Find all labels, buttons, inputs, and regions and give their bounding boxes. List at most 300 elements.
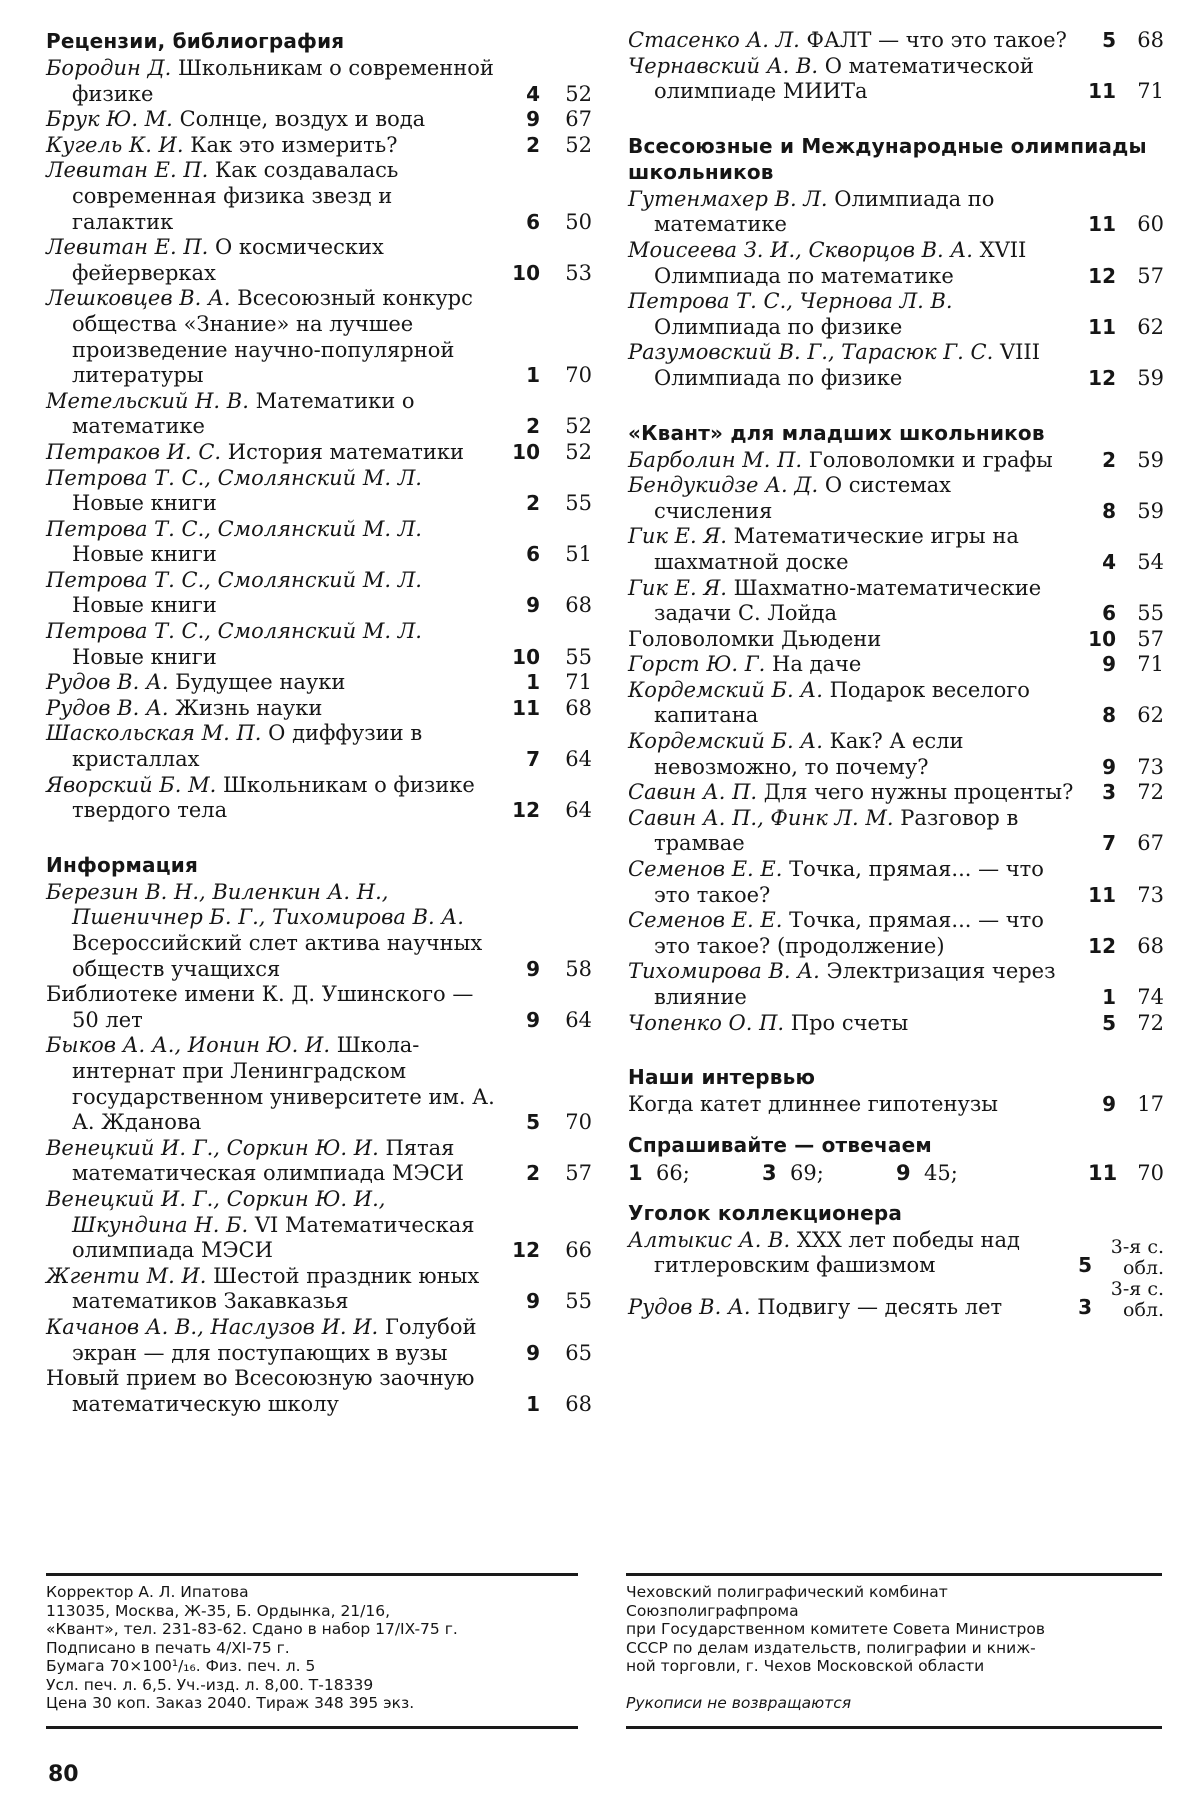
index-entry (46, 286, 592, 388)
entry-issue-number: 2 (1102, 447, 1116, 472)
index-entry (46, 1264, 592, 1315)
entry-issue-number: 11 (1088, 882, 1116, 907)
entry-text (628, 448, 1074, 474)
qa-issue: 11 (1088, 1160, 1118, 1185)
index-entry (628, 473, 1164, 524)
entry-page-number: 74 (1137, 985, 1164, 1009)
no-return-note: Рукописи не возвращаются (626, 1693, 852, 1712)
entry-text (628, 576, 1074, 627)
entry-title: Библиотеке имени К. Д. Ушинского — 50 лет (46, 982, 474, 1032)
entry-author: Петрова Т. С., Смолянский М. Л. (46, 567, 422, 592)
entry-title: VI Математическая олимпиада МЭСИ (72, 1212, 475, 1263)
entry-text (628, 627, 1074, 653)
section-title-olympiads: Всесоюзные и Международные олимпиады школьников (628, 133, 1147, 184)
entry-page-number: 55 (1137, 601, 1164, 626)
entry-page-number: 68 (565, 695, 592, 720)
entry-title: Разговор в трамвае (654, 805, 1019, 856)
entry-author: Качанов А. В., Наслузов И. И. (46, 1314, 379, 1339)
section-title-interviews: Наши интервью (628, 1065, 816, 1090)
section-title-reviews: Рецензии, библиография (46, 29, 345, 53)
entry-text (628, 289, 1074, 340)
entry-text (628, 524, 1074, 575)
index-entry (46, 1315, 592, 1366)
entry-page-number: 54 (1137, 549, 1164, 574)
entry-author: Алтыкис А. В. (628, 1227, 791, 1252)
index-entry (46, 773, 592, 824)
entry-page-number: 65 (565, 1340, 592, 1365)
index-entry (46, 1136, 592, 1187)
imprint-right-line: ной торговли, г. Чехов Московской области (626, 1657, 985, 1675)
info-list (46, 880, 592, 1417)
entry-page-number: 73 (1137, 754, 1164, 779)
entry-text (46, 286, 498, 388)
entry-title: Всесоюзный конкурс общества «Знание» на лучшее произведение научно-популярной литературы (72, 286, 473, 388)
qa-page: 69; (789, 1160, 824, 1185)
qa-row (628, 1160, 1164, 1186)
entry-author: Чернавский А. В. (628, 53, 819, 78)
imprint-right-line: Чеховский полиграфический комбинат (626, 1583, 948, 1601)
entry-issue-number: 2 (526, 491, 540, 516)
entry-issue-number: 9 (1102, 652, 1116, 677)
entry-issue-number: 9 (526, 1007, 540, 1032)
entry-issue-number: 12 (1088, 263, 1116, 288)
entry-page-number: 64 (565, 798, 592, 823)
entry-title: Будущее науки (175, 670, 346, 695)
imprint-left-line: Корректор А. Л. Ипатова (46, 1583, 249, 1601)
entry-text (628, 806, 1074, 857)
entry-author: Гик Е. Я. (628, 524, 727, 549)
entry-text (628, 1295, 1050, 1321)
entry-text (46, 133, 498, 159)
entry-issue-number: 4 (1102, 549, 1116, 574)
entry-title: Новые книги (72, 542, 217, 567)
entry-text (628, 908, 1074, 959)
imprint-rule-top-left (46, 1573, 578, 1576)
index-entry (628, 1092, 1164, 1118)
index-entry (46, 466, 592, 517)
entry-author: Кордемский Б. А. (628, 729, 823, 754)
entry-author: Рудов В. А. (46, 695, 169, 720)
entry-issue-number: 7 (1102, 831, 1116, 856)
entry-text (628, 1228, 1050, 1279)
entry-title: На даче (772, 652, 862, 677)
reviews-list (46, 56, 592, 824)
imprint-left-line: «Квант», тел. 231-83-62. Сдано в набор 17/IX-75 г. (46, 1620, 458, 1638)
entry-text (46, 1315, 498, 1366)
interviews-list (628, 1092, 1164, 1118)
entry-page-number: 53 (565, 260, 592, 285)
entry-page-number: 62 (1137, 314, 1164, 339)
index-entry (46, 1033, 592, 1135)
entry-title: О математической олимпиаде МИИТа (654, 53, 1034, 104)
entry-issue-number: 9 (526, 107, 540, 132)
entry-page-number: 59 (1137, 365, 1164, 390)
entry-issue-number: 3 (1078, 1295, 1092, 1320)
entry-issue-number: 9 (526, 593, 540, 618)
entry-author: Барболин М. П. (628, 447, 803, 472)
qa-item (896, 1160, 1030, 1186)
entry-page-number: 3-я с. обл. (1110, 1277, 1164, 1321)
entry-issue-number: 4 (526, 81, 540, 106)
entry-text (46, 440, 498, 466)
entry-text (46, 721, 498, 772)
index-entry (46, 1187, 592, 1264)
entry-author: Тихомирова В. А. (628, 959, 820, 984)
entry-text (628, 28, 1074, 54)
entry-author: Венецкий И. Г., Соркин Ю. И., Шкундина Н. Б. (46, 1186, 386, 1237)
entry-page-number: 72 (1137, 1010, 1164, 1035)
entry-issue-number: 10 (512, 439, 540, 464)
entry-issue-number: 7 (526, 747, 540, 772)
entry-text (628, 54, 1074, 105)
index-entry (46, 107, 592, 133)
index-entry (628, 729, 1164, 780)
entry-page-number: 72 (1137, 780, 1164, 805)
entry-issue-number: 5 (526, 1110, 540, 1135)
entry-text (628, 238, 1074, 289)
entry-text (628, 1011, 1074, 1037)
entry-author: Семенов Е. Е. (628, 857, 783, 882)
entry-title: VIII Олимпиада по физике (654, 340, 1041, 390)
entry-page-number: 57 (1137, 626, 1164, 651)
index-entry (628, 289, 1164, 340)
olympiads-list (628, 187, 1164, 392)
entry-author: Савин А. П., Финк Л. М. (628, 805, 894, 830)
entry-page-number: 68 (1137, 28, 1164, 52)
index-entry (46, 982, 592, 1033)
entry-text (628, 729, 1074, 780)
entry-text (628, 959, 1074, 1010)
entry-text (46, 517, 498, 568)
entry-author: Рудов В. А. (46, 670, 169, 695)
entry-page-number: 58 (565, 956, 592, 981)
index-entry (628, 340, 1164, 391)
entry-author: Кордемский Б. А. (628, 677, 823, 702)
entry-author: Петрова Т. С., Чернова Л. В. (628, 289, 953, 314)
entry-title: Головоломки и графы (808, 447, 1053, 472)
entry-title: Новый прием во Всесоюзную заочную математическую школу (46, 1366, 475, 1416)
entry-text (46, 619, 498, 670)
entry-issue-number: 6 (1102, 601, 1116, 626)
entry-issue-number: 5 (1102, 28, 1116, 52)
collector-list (628, 1228, 1164, 1321)
entry-title: Олимпиада по математике (654, 186, 995, 237)
entry-author: Брук Ю. М. (46, 107, 173, 132)
imprint-rule-bottom-right (626, 1726, 1162, 1729)
entry-issue-number: 8 (1102, 498, 1116, 523)
entry-issue-number: 11 (1088, 314, 1116, 339)
index-entry (46, 696, 592, 722)
index-entry (628, 54, 1164, 105)
entry-title: Точка, прямая... — что это такое? (продолжение) (654, 908, 1044, 958)
entry-author: Бородин Д. (46, 56, 172, 80)
entry-title: Как создавалась современная физика звезд и галактик (72, 158, 399, 234)
entry-title: О диффузии в кристаллах (72, 721, 423, 772)
entry-title: Шестой праздник юных математиков Закавказья (72, 1263, 480, 1314)
entry-author: Венецкий И. Г., Соркин Ю. И. (46, 1135, 379, 1160)
entry-page-number: 59 (1137, 447, 1164, 472)
entry-issue-number: 9 (526, 956, 540, 981)
index-entry (46, 158, 592, 235)
entry-author: Горст Ю. Г. (628, 652, 766, 677)
entry-author: Петрова Т. С., Смолянский М. Л. (46, 516, 422, 541)
entry-page-number: 52 (565, 132, 592, 157)
entry-title: Голубой экран — для поступающих в вузы (72, 1314, 477, 1365)
entry-issue-number: 10 (512, 260, 540, 285)
entry-author: Метельский Н. В. (46, 388, 249, 413)
index-entry (628, 652, 1164, 678)
entry-title: Новые книги (72, 644, 217, 669)
index-entry (46, 1366, 592, 1417)
index-entry (628, 678, 1164, 729)
index-entry (46, 56, 592, 107)
entry-page-number: 66 (565, 1238, 592, 1263)
imprint-left-line: Бумага 70×100¹/₁₆. Физ. печ. л. 5 (46, 1657, 316, 1675)
entry-title: Как это измерить? (190, 132, 398, 157)
imprint-left-line: Цена 30 коп. Заказ 2040. Тираж 348 395 экз. (46, 1694, 415, 1712)
entry-title: ФАЛТ — что это такое? (806, 28, 1067, 52)
entry-author: Семенов Е. Е. (628, 908, 783, 933)
index-entry (46, 721, 592, 772)
entry-title: Точка, прямая... — что это такое? (654, 857, 1044, 907)
section-title-collector: Уголок коллекционера (628, 1200, 903, 1225)
entry-title: Подвигу — десять лет (757, 1295, 1003, 1320)
entry-title: Для чего нужны проценты? (763, 780, 1074, 805)
entry-text (46, 1187, 498, 1264)
index-entry (628, 1279, 1164, 1321)
entry-issue-number: 5 (1102, 1010, 1116, 1035)
index-entry (628, 576, 1164, 627)
entry-page-number: 52 (565, 81, 592, 106)
index-entry (628, 1011, 1164, 1037)
entry-text (628, 678, 1074, 729)
entry-author: Кугель К. И. (46, 132, 184, 157)
index-entry (46, 133, 592, 159)
entry-author: Петрова Т. С., Смолянский М. Л. (46, 619, 422, 644)
index-entry (46, 619, 592, 670)
entry-page-number: 50 (565, 209, 592, 234)
entry-issue-number: 2 (526, 414, 540, 439)
entry-issue-number: 9 (1102, 754, 1116, 779)
qa-item (762, 1160, 896, 1186)
entry-page-number: 67 (1137, 831, 1164, 856)
index-entry (628, 238, 1164, 289)
index-entry (46, 517, 592, 568)
section-title-info: Информация (46, 852, 198, 877)
index-entry (46, 440, 592, 466)
entry-issue-number: 10 (512, 644, 540, 669)
index-entry (46, 880, 592, 982)
entry-page-number: 70 (565, 1110, 592, 1135)
entry-title: Математики о математике (72, 388, 415, 439)
entry-author: Рудов В. А. (628, 1295, 751, 1320)
left-column (46, 28, 592, 1417)
entry-title: Как? А если невозможно, то почему? (654, 729, 964, 779)
entry-page-number: 51 (565, 542, 592, 567)
imprint-right-line: при Государственном комитете Совета Министров (626, 1620, 1046, 1638)
imprint-rule-bottom-left (46, 1726, 578, 1729)
entry-page-number: 52 (565, 439, 592, 464)
entry-text (46, 880, 498, 982)
entry-text (628, 780, 1074, 806)
entry-author: Быков А. А., Ионин Ю. И. (46, 1033, 331, 1058)
entry-page-number: 71 (1137, 79, 1164, 104)
qa-page: 45; (923, 1160, 958, 1185)
entry-page-number: 64 (565, 1007, 592, 1032)
entry-page-number: 52 (565, 414, 592, 439)
entry-issue-number: 9 (526, 1340, 540, 1365)
entry-issue-number: 2 (526, 1161, 540, 1186)
entry-page-number: 73 (1137, 882, 1164, 907)
entry-text (628, 473, 1074, 524)
entry-author: Савин А. П. (628, 780, 758, 805)
index-entry (628, 780, 1164, 806)
entry-issue-number: 2 (526, 132, 540, 157)
entry-issue-number: 12 (512, 1238, 540, 1263)
entry-author: Петрова Т. С., Смолянский М. Л. (46, 465, 422, 490)
entry-issue-number: 10 (1088, 626, 1116, 651)
entry-issue-number: 9 (526, 1289, 540, 1314)
entry-title: Про счеты (790, 1010, 909, 1035)
entry-page-number: 17 (1137, 1092, 1164, 1117)
entry-text (628, 187, 1074, 238)
entry-title: Электризация через влияние (654, 959, 1056, 1009)
entry-text (628, 857, 1074, 908)
entry-title: Новые книги (72, 491, 217, 516)
imprint-right-line: СССР по делам издательств, полиграфии и книж- (626, 1638, 1036, 1657)
entry-title: О системах счисления (654, 473, 951, 523)
entry-text (46, 235, 498, 286)
entry-page-number: 55 (565, 1289, 592, 1314)
index-entry (628, 908, 1164, 959)
entry-issue-number: 6 (526, 542, 540, 567)
entry-title: Солнце, воздух и вода (179, 107, 426, 132)
entry-author: Гутенмахер В. Л. (628, 186, 828, 211)
entry-issue-number: 1 (1102, 985, 1116, 1009)
qa-issue: 3 (762, 1160, 777, 1185)
section-title-qa: Спрашивайте — отвечаем (628, 1132, 932, 1157)
entry-author: Лешковцев В. А. (46, 286, 231, 311)
entry-page-number: 60 (1137, 212, 1164, 237)
index-entry (628, 959, 1164, 1010)
entry-text (46, 1136, 498, 1187)
entry-title: Олимпиада по физике (654, 314, 903, 339)
entry-issue-number: 3 (1102, 780, 1116, 805)
index-entry (628, 806, 1164, 857)
entry-author: Левитан Е. П. (46, 235, 209, 260)
entry-author: Чопенко О. П. (628, 1010, 785, 1035)
imprint-right-line: Союзполиграфпрома (626, 1601, 799, 1620)
page-number: 80 (48, 1762, 79, 1787)
entry-title: Школьникам о физике твердого тела (72, 772, 475, 823)
entry-author: Гик Е. Я. (628, 575, 727, 600)
entry-text (46, 982, 498, 1033)
entry-author: Жгенти М. И. (46, 1263, 207, 1288)
entry-title: История математики (227, 439, 464, 464)
imprint-left-line: 113035, Москва, Ж-35, Б. Ордынка, 21/16, (46, 1601, 391, 1620)
entry-page-number: 59 (1137, 498, 1164, 523)
index-entry (628, 857, 1164, 908)
entry-issue-number: 11 (1088, 212, 1116, 237)
index-entry (46, 389, 592, 440)
entry-page-number: 71 (565, 670, 592, 695)
entry-title: Школьникам о современной физике (72, 56, 494, 106)
entry-page-number: 71 (1137, 652, 1164, 677)
qa-issue: 9 (896, 1160, 911, 1185)
imprint-left-line: Подписано в печать 4/XI-75 г. (46, 1638, 290, 1657)
entry-issue-number: 1 (526, 363, 540, 388)
qa-page: 66; (655, 1160, 690, 1185)
entry-title: Новые книги (72, 593, 217, 618)
entry-page-number: 67 (565, 107, 592, 132)
entry-page-number: 70 (565, 363, 592, 388)
entry-issue-number: 11 (1088, 79, 1116, 104)
qa-issue: 1 (628, 1160, 643, 1185)
imprint-rule-top-right (626, 1573, 1162, 1576)
index-entry (628, 627, 1164, 653)
section-title-junior: «Квант» для младших школьников (628, 420, 1045, 445)
entry-issue-number: 12 (1088, 365, 1116, 390)
imprint-left-line: Усл. печ. л. 6,5. Уч.-изд. л. 8,00. Т-18339 (46, 1675, 374, 1694)
entry-title: О космических фейерверках (72, 235, 384, 285)
index-entry (46, 568, 592, 619)
entry-author: Разумовский В. Г., Тарасюк Г. С. (628, 340, 994, 365)
entry-author: Яворский Б. М. (46, 772, 217, 797)
entry-author: Березин В. Н., Виленкин А. Н., Пшеничнер Б. Г., Тихомирова В. А. (46, 879, 464, 930)
entry-issue-number: 5 (1078, 1253, 1092, 1278)
entry-page-number: 64 (565, 747, 592, 772)
entry-page-number: 55 (565, 644, 592, 669)
imprint-left (46, 1583, 458, 1713)
index-entry (46, 235, 592, 286)
entry-author: Левитан Е. П. (46, 158, 209, 183)
entry-text (628, 340, 1074, 391)
entry-page-number: 3-я с. обл. (1110, 1235, 1164, 1279)
entry-author: Бендукидзе А. Д. (628, 473, 819, 498)
entry-issue-number: 8 (1102, 703, 1116, 728)
entry-title: Подарок веселого капитана (654, 677, 1030, 728)
entry-issue-number: 1 (526, 1391, 540, 1416)
entry-issue-number: 12 (512, 798, 540, 823)
entry-issue-number: 9 (1102, 1092, 1116, 1117)
entry-issue-number: 11 (512, 695, 540, 720)
entry-text (628, 1092, 1074, 1118)
entry-text (46, 568, 498, 619)
entry-text (46, 670, 498, 696)
index-entry (628, 448, 1164, 474)
entry-title: Когда катет длиннее гипотенузы (628, 1092, 999, 1117)
entry-text (46, 466, 498, 517)
entry-text (46, 56, 498, 107)
index-entry (46, 670, 592, 696)
entry-page-number: 57 (1137, 263, 1164, 288)
entry-page-number: 68 (1137, 933, 1164, 958)
entry-author: Петраков И. С. (46, 439, 222, 464)
entry-author: Моисеева З. И., Скворцов В. А. (628, 237, 973, 262)
entry-text (628, 652, 1074, 678)
qa-item (628, 1160, 762, 1186)
entry-author: Стасенко А. Л. (628, 28, 800, 52)
entry-title: Всероссийский слет актива научных обществ учащихся (72, 931, 483, 981)
entry-title: Жизнь науки (175, 695, 323, 720)
entry-text (46, 107, 498, 133)
entry-issue-number: 6 (526, 209, 540, 234)
index-entry (628, 187, 1164, 238)
entry-author: Шаскольская М. П. (46, 721, 262, 746)
entry-page-number: 62 (1137, 703, 1164, 728)
entry-title: Пятая математическая олимпиада МЭСИ (72, 1135, 464, 1186)
qa-page: 70 (1137, 1160, 1164, 1185)
